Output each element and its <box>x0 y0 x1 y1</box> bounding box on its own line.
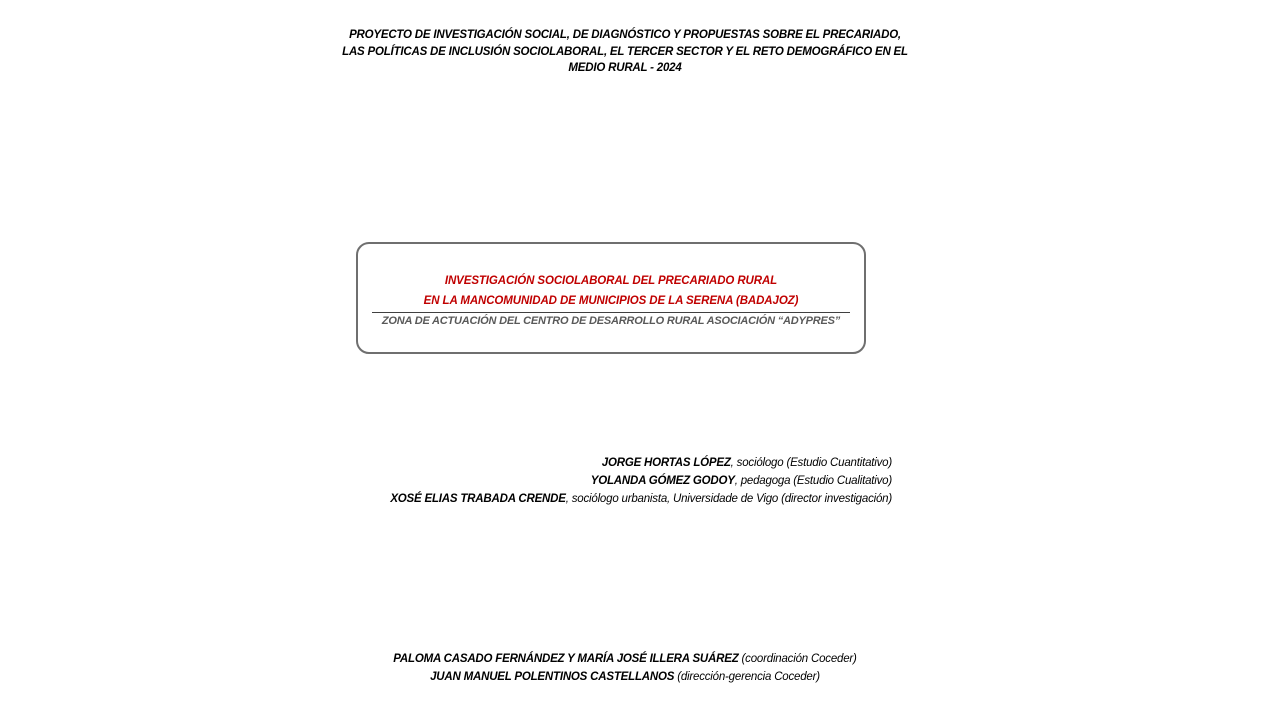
report-title-line: INVESTIGACIÓN SOCIOLABORAL DEL PRECARIADO RURAL <box>444 275 778 287</box>
report-title-line: EN LA MANCOMUNIDAD DE MUNICIPIOS DE LA SERENA (BADAJOZ) <box>423 295 799 307</box>
coordination-credits <box>340 650 910 686</box>
credit-name: JUAN MANUEL POLENTINOS CASTELLANOS <box>430 671 675 683</box>
author-role: , pedagoga (Estudio Cualitativo) <box>734 475 892 487</box>
report-subtitle: ZONA DE ACTUACIÓN DEL CENTRO DE DESARROLLO RURAL ASOCIACIÓN “ADYPRES” <box>381 315 841 327</box>
report-title <box>358 271 864 311</box>
authors-list <box>330 454 892 508</box>
author-name: XOSÉ ELIAS TRABADA CRENDE <box>390 493 566 505</box>
author-row <box>330 454 892 472</box>
author-name: YOLANDA GÓMEZ GODOY <box>590 475 735 487</box>
author-role: , sociólogo urbanista, Universidade de Vigo (director investigación) <box>565 493 892 505</box>
project-header-line: PROYECTO DE INVESTIGACIÓN SOCIAL, DE DIAGNÓSTICO Y PROPUESTAS SOBRE EL PRECARIADO, <box>349 29 901 41</box>
title-box <box>356 242 866 354</box>
author-row <box>330 472 892 490</box>
credit-row <box>340 668 910 686</box>
credit-role: (coordinación Coceder) <box>738 653 857 665</box>
author-name: JORGE HORTAS LÓPEZ <box>601 457 731 469</box>
credit-row <box>340 650 910 668</box>
title-divider <box>372 312 850 313</box>
credit-name: PALOMA CASADO FERNÁNDEZ Y MARÍA JOSÉ ILLERA SUÁREZ <box>393 653 739 665</box>
author-role: , sociólogo (Estudio Cuantitativo) <box>730 457 892 469</box>
project-header <box>340 27 910 77</box>
project-header-line: LAS POLÍTICAS DE INCLUSIÓN SOCIOLABORAL, EL TERCER SECTOR Y EL RETO DEMOGRÁFICO EN EL <box>342 45 908 58</box>
author-row <box>330 490 892 508</box>
credit-role: (dirección-gerencia Coceder) <box>674 671 820 683</box>
project-header-line: MEDIO RURAL - 2024 <box>568 62 682 74</box>
